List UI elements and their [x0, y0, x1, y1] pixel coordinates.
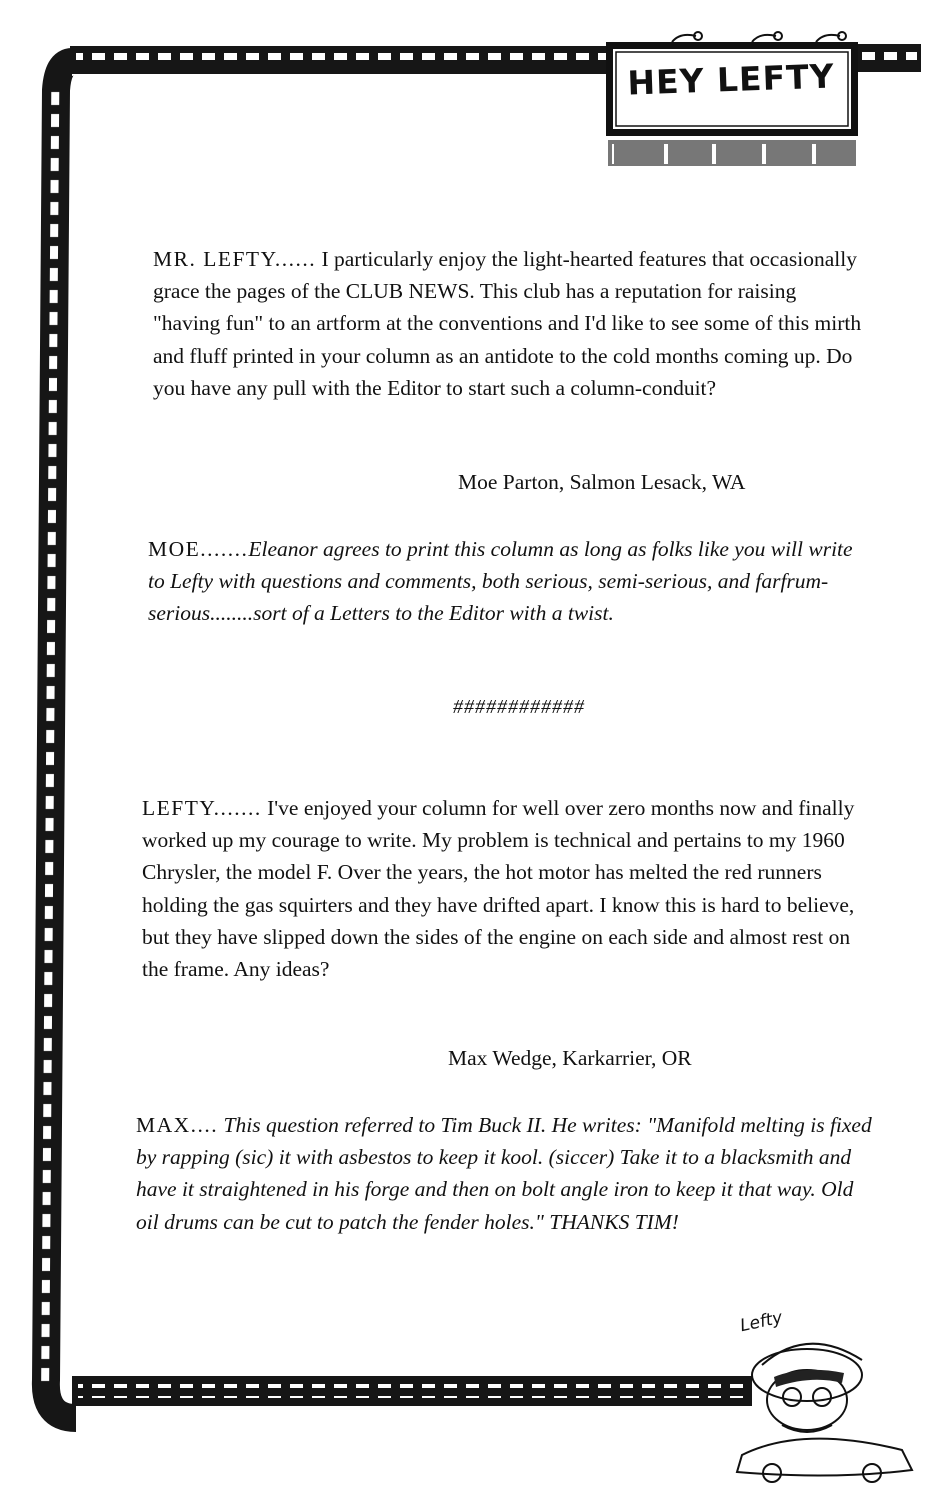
reply-moe [148, 533, 858, 630]
reply-max [136, 1109, 881, 1238]
letter-lefty [142, 792, 872, 985]
reply-body: Eleanor agrees to print this column as long as folks like you will write to Lefty with questions and comments, both serious, semi-serious, and farfrum-serious........sort of a Letters to the Editor with a twist. [148, 537, 853, 626]
signature-moe: Moe Parton, Salmon Lesack, WA [458, 470, 746, 494]
cartoon-signature: Lefty [738, 1307, 785, 1337]
signature-max: Max Wedge, Karkarrier, OR [448, 1046, 692, 1070]
letter-lead: LEFTY....... [142, 796, 262, 820]
billboard-legs [608, 132, 858, 172]
letter-mr-lefty [153, 243, 863, 404]
letter-lead: MR. LEFTY...... [153, 247, 317, 271]
reply-lead: MAX.... [136, 1113, 219, 1137]
separator: ############ [453, 696, 585, 718]
letter-body: I've enjoyed your column for well over zero months now and finally worked up my courage to write. My problem is technical and pertains to my 1960 Chrysler, the model F. Over the years, the hot motor has melted the red runners holding the gas squirters and they have drifted apart. I know this is hard to believe, but they have slipped down the sides of the engine on each side and almost rest on the frame. Any ideas? [142, 796, 855, 982]
reply-body: This question referred to Tim Buck II. He writes: "Manifold melting is fixed by rapping (sic) it with asbestos to keep it kool. (siccer) Take it to a blacksmith and have it straightened in his forge and then on bolt angle iron to keep it that way. Old oil drums can be cut to patch the fender holes." THANKS TIM! [136, 1113, 872, 1234]
sign-title: HEY LEFTY [626, 56, 836, 103]
letter-body: I particularly enjoy the light-hearted features that occasionally grace the pages of the CLUB NEWS. This club has a reputation for raising "having fun" to an artform at the conventions and I'd like to see some of this mirth and fluff printed in your column as an antidote to the cold months coming up. Do you have any pull with the Editor to start such a column-conduit? [153, 247, 862, 400]
reply-lead: MOE....... [148, 537, 249, 561]
